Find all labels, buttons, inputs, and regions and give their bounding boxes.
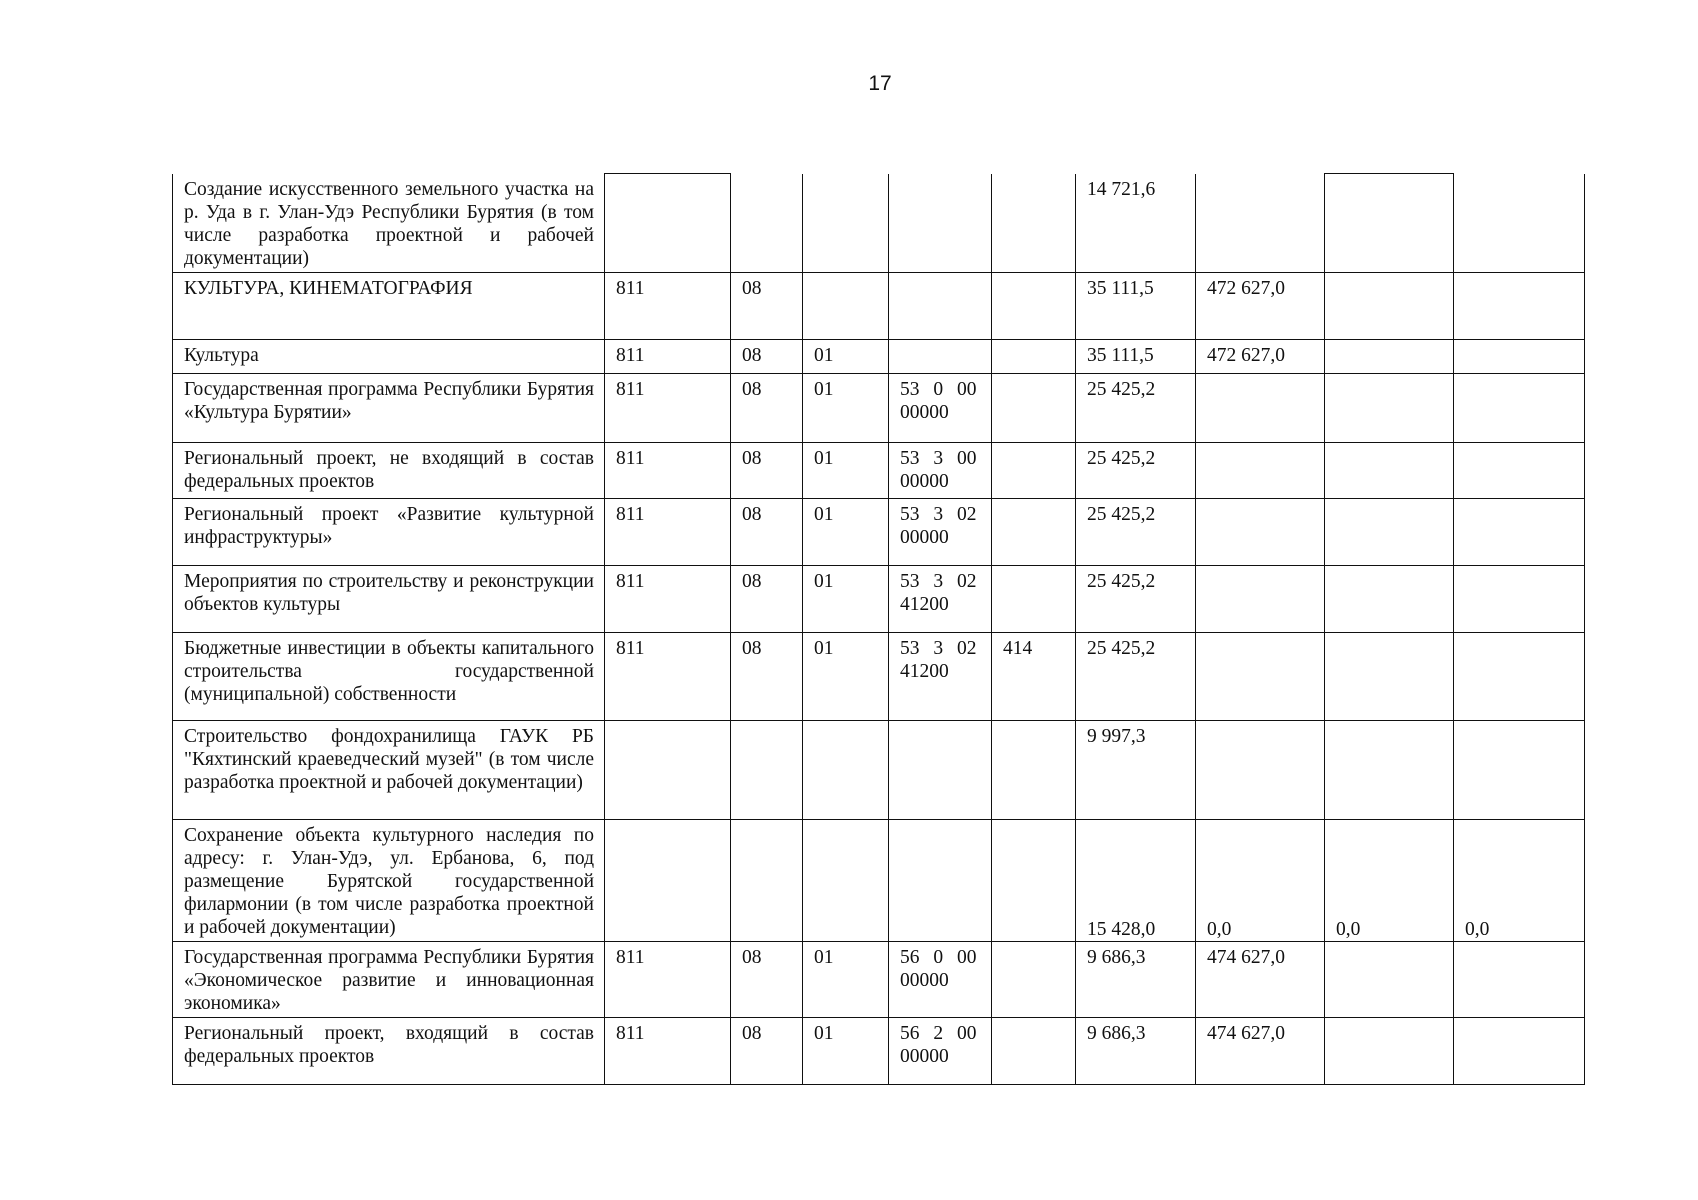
cell-sum3 xyxy=(1325,1017,1454,1084)
cell-sum2 xyxy=(1196,498,1325,565)
cell-sum4 xyxy=(1454,373,1585,442)
cell-sum3 xyxy=(1325,339,1454,373)
cell-razdel: 08 xyxy=(731,442,803,498)
cell-csr: 53 3 02 41200 xyxy=(889,565,992,632)
cell-name: Бюджетные инвестиции в объекты капитального строительства государственной (муниципальной) собственности xyxy=(173,632,605,720)
cell-sum2 xyxy=(1196,442,1325,498)
cell-sum2: 474 627,0 xyxy=(1196,941,1325,1017)
table-row xyxy=(173,498,1585,565)
cell-razdel: 08 xyxy=(731,373,803,442)
cell-name: Культура xyxy=(173,339,605,373)
cell-grbs: 811 xyxy=(605,632,731,720)
cell-csr: 53 3 00 00000 xyxy=(889,442,992,498)
cell-sum1: 25 425,2 xyxy=(1076,498,1196,565)
cell-sum3 xyxy=(1325,373,1454,442)
cell-razdel xyxy=(731,174,803,273)
cell-sum3 xyxy=(1325,632,1454,720)
cell-name: Региональный проект, входящий в состав федеральных проектов xyxy=(173,1017,605,1084)
cell-grbs: 811 xyxy=(605,565,731,632)
cell-vr xyxy=(992,373,1076,442)
cell-sum2: 474 627,0 xyxy=(1196,1017,1325,1084)
cell-sum1: 15 428,0 xyxy=(1076,819,1196,941)
cell-razdel: 08 xyxy=(731,272,803,339)
cell-csr xyxy=(889,819,992,941)
cell-podrazdel xyxy=(803,272,889,339)
cell-sum4 xyxy=(1454,339,1585,373)
cell-sum1: 25 425,2 xyxy=(1076,373,1196,442)
cell-sum1: 9 997,3 xyxy=(1076,720,1196,819)
cell-sum1: 14 721,6 xyxy=(1076,174,1196,273)
cell-sum4 xyxy=(1454,720,1585,819)
cell-vr xyxy=(992,498,1076,565)
cell-sum4 xyxy=(1454,174,1585,273)
table-row xyxy=(173,174,1585,273)
cell-csr xyxy=(889,174,992,273)
cell-csr: 56 2 00 00000 xyxy=(889,1017,992,1084)
table-row xyxy=(173,720,1585,819)
cell-name: Государственная программа Республики Бурятия «Культура Бурятии» xyxy=(173,373,605,442)
cell-podrazdel xyxy=(803,720,889,819)
cell-grbs: 811 xyxy=(605,941,731,1017)
table-row xyxy=(173,339,1585,373)
table-row xyxy=(173,1017,1585,1084)
cell-razdel xyxy=(731,720,803,819)
cell-vr xyxy=(992,819,1076,941)
cell-csr: 53 3 02 41200 xyxy=(889,632,992,720)
cell-razdel: 08 xyxy=(731,1017,803,1084)
cell-sum1: 35 111,5 xyxy=(1076,272,1196,339)
cell-name: Строительство фондохранилища ГАУК РБ "Кяхтинский краеведческий музей" (в том числе разработка проектной и рабочей документации) xyxy=(173,720,605,819)
cell-sum4 xyxy=(1454,1017,1585,1084)
cell-grbs xyxy=(605,720,731,819)
cell-sum3 xyxy=(1325,498,1454,565)
cell-name: Мероприятия по строительству и реконструкции объектов культуры xyxy=(173,565,605,632)
cell-sum2 xyxy=(1196,373,1325,442)
cell-grbs: 811 xyxy=(605,272,731,339)
cell-podrazdel: 01 xyxy=(803,632,889,720)
cell-vr xyxy=(992,720,1076,819)
cell-sum2: 472 627,0 xyxy=(1196,339,1325,373)
cell-name: Сохранение объекта культурного наследия по адресу: г. Улан-Удэ, ул. Ербанова, 6, под размещение Бурятской государственной филармонии (в том числе разработка проектной и рабочей документации) xyxy=(173,819,605,941)
page-number: 17 xyxy=(868,72,892,95)
cell-sum1: 25 425,2 xyxy=(1076,632,1196,720)
budget-table xyxy=(172,173,1585,1085)
cell-csr xyxy=(889,339,992,373)
cell-grbs: 811 xyxy=(605,373,731,442)
cell-razdel: 08 xyxy=(731,632,803,720)
cell-grbs: 811 xyxy=(605,442,731,498)
cell-razdel: 08 xyxy=(731,941,803,1017)
cell-name: Региональный проект, не входящий в состав федеральных проектов xyxy=(173,442,605,498)
cell-sum4 xyxy=(1454,941,1585,1017)
cell-podrazdel: 01 xyxy=(803,442,889,498)
cell-sum1: 9 686,3 xyxy=(1076,941,1196,1017)
cell-podrazdel: 01 xyxy=(803,498,889,565)
cell-sum4 xyxy=(1454,442,1585,498)
cell-grbs: 811 xyxy=(605,1017,731,1084)
cell-sum4 xyxy=(1454,498,1585,565)
cell-vr xyxy=(992,565,1076,632)
cell-sum4 xyxy=(1454,632,1585,720)
cell-vr xyxy=(992,174,1076,273)
cell-name: Государственная программа Республики Бурятия «Экономическое развитие и инновационная экономика» xyxy=(173,941,605,1017)
cell-grbs: 811 xyxy=(605,498,731,565)
cell-sum2 xyxy=(1196,174,1325,273)
cell-sum4 xyxy=(1454,565,1585,632)
cell-vr xyxy=(992,442,1076,498)
cell-sum4: 0,0 xyxy=(1454,819,1585,941)
cell-sum2: 0,0 xyxy=(1196,819,1325,941)
cell-csr: 53 0 00 00000 xyxy=(889,373,992,442)
cell-vr xyxy=(992,941,1076,1017)
cell-razdel xyxy=(731,819,803,941)
cell-podrazdel: 01 xyxy=(803,373,889,442)
cell-sum3 xyxy=(1325,272,1454,339)
cell-sum2 xyxy=(1196,632,1325,720)
cell-sum3 xyxy=(1325,720,1454,819)
cell-sum1: 9 686,3 xyxy=(1076,1017,1196,1084)
cell-podrazdel: 01 xyxy=(803,941,889,1017)
cell-podrazdel xyxy=(803,174,889,273)
table-row xyxy=(173,442,1585,498)
cell-grbs xyxy=(605,174,731,273)
cell-vr xyxy=(992,339,1076,373)
cell-sum1: 35 111,5 xyxy=(1076,339,1196,373)
cell-vr: 414 xyxy=(992,632,1076,720)
cell-razdel: 08 xyxy=(731,565,803,632)
cell-grbs xyxy=(605,819,731,941)
cell-sum2 xyxy=(1196,565,1325,632)
cell-sum1: 25 425,2 xyxy=(1076,565,1196,632)
cell-sum3 xyxy=(1325,174,1454,273)
table-row xyxy=(173,272,1585,339)
table-row xyxy=(173,632,1585,720)
cell-vr xyxy=(992,272,1076,339)
cell-sum2: 472 627,0 xyxy=(1196,272,1325,339)
cell-csr xyxy=(889,272,992,339)
cell-grbs: 811 xyxy=(605,339,731,373)
cell-sum3 xyxy=(1325,941,1454,1017)
table-row xyxy=(173,373,1585,442)
cell-csr: 53 3 02 00000 xyxy=(889,498,992,565)
cell-sum3 xyxy=(1325,442,1454,498)
cell-podrazdel: 01 xyxy=(803,1017,889,1084)
cell-sum1: 25 425,2 xyxy=(1076,442,1196,498)
cell-razdel: 08 xyxy=(731,498,803,565)
table-row xyxy=(173,565,1585,632)
cell-vr xyxy=(992,1017,1076,1084)
cell-csr: 56 0 00 00000 xyxy=(889,941,992,1017)
cell-sum4 xyxy=(1454,272,1585,339)
cell-name: Региональный проект «Развитие культурной инфраструктуры» xyxy=(173,498,605,565)
table-row xyxy=(173,819,1585,941)
cell-razdel: 08 xyxy=(731,339,803,373)
cell-csr xyxy=(889,720,992,819)
table-row xyxy=(173,941,1585,1017)
cell-podrazdel: 01 xyxy=(803,565,889,632)
cell-sum3 xyxy=(1325,565,1454,632)
cell-name: Создание искусственного земельного участка на р. Уда в г. Улан-Удэ Республики Бурятия (в том числе разработка проектной и рабочей документации) xyxy=(173,174,605,273)
cell-podrazdel xyxy=(803,819,889,941)
cell-sum3: 0,0 xyxy=(1325,819,1454,941)
cell-sum2 xyxy=(1196,720,1325,819)
cell-podrazdel: 01 xyxy=(803,339,889,373)
cell-name: КУЛЬТУРА, КИНЕМАТОГРАФИЯ xyxy=(173,272,605,339)
